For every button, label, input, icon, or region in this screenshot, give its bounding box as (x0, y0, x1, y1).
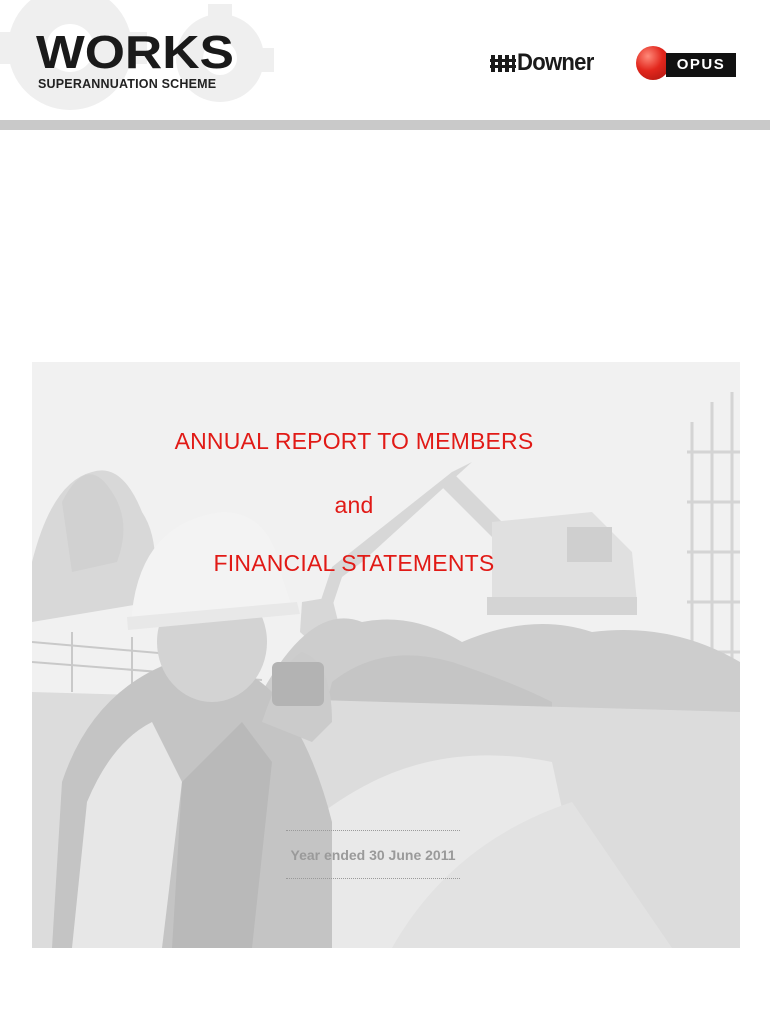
works-logo (36, 30, 236, 74)
downer-logo (490, 50, 600, 76)
downer-wordmark: Downer (517, 49, 594, 76)
opus-logo (636, 46, 736, 80)
title-connector: and (334, 492, 374, 518)
opus-ball-icon (636, 46, 670, 80)
report-title: ANNUAL REPORT TO MEMBERS (174, 428, 534, 454)
reporting-period: Year ended 30 June 2011 (290, 847, 456, 863)
report-subtitle: FINANCIAL STATEMENTS (213, 550, 495, 576)
downer-mark-icon (490, 52, 516, 74)
year-rule-top (286, 830, 460, 831)
year-rule-bottom (286, 878, 460, 879)
cover-header (0, 0, 770, 120)
brand-tagline: SUPERANNUATION SCHEME (38, 77, 217, 91)
header-divider (0, 120, 770, 130)
opus-wordmark: OPUS (666, 53, 736, 77)
svg-text:WORKS: WORKS (36, 30, 235, 74)
